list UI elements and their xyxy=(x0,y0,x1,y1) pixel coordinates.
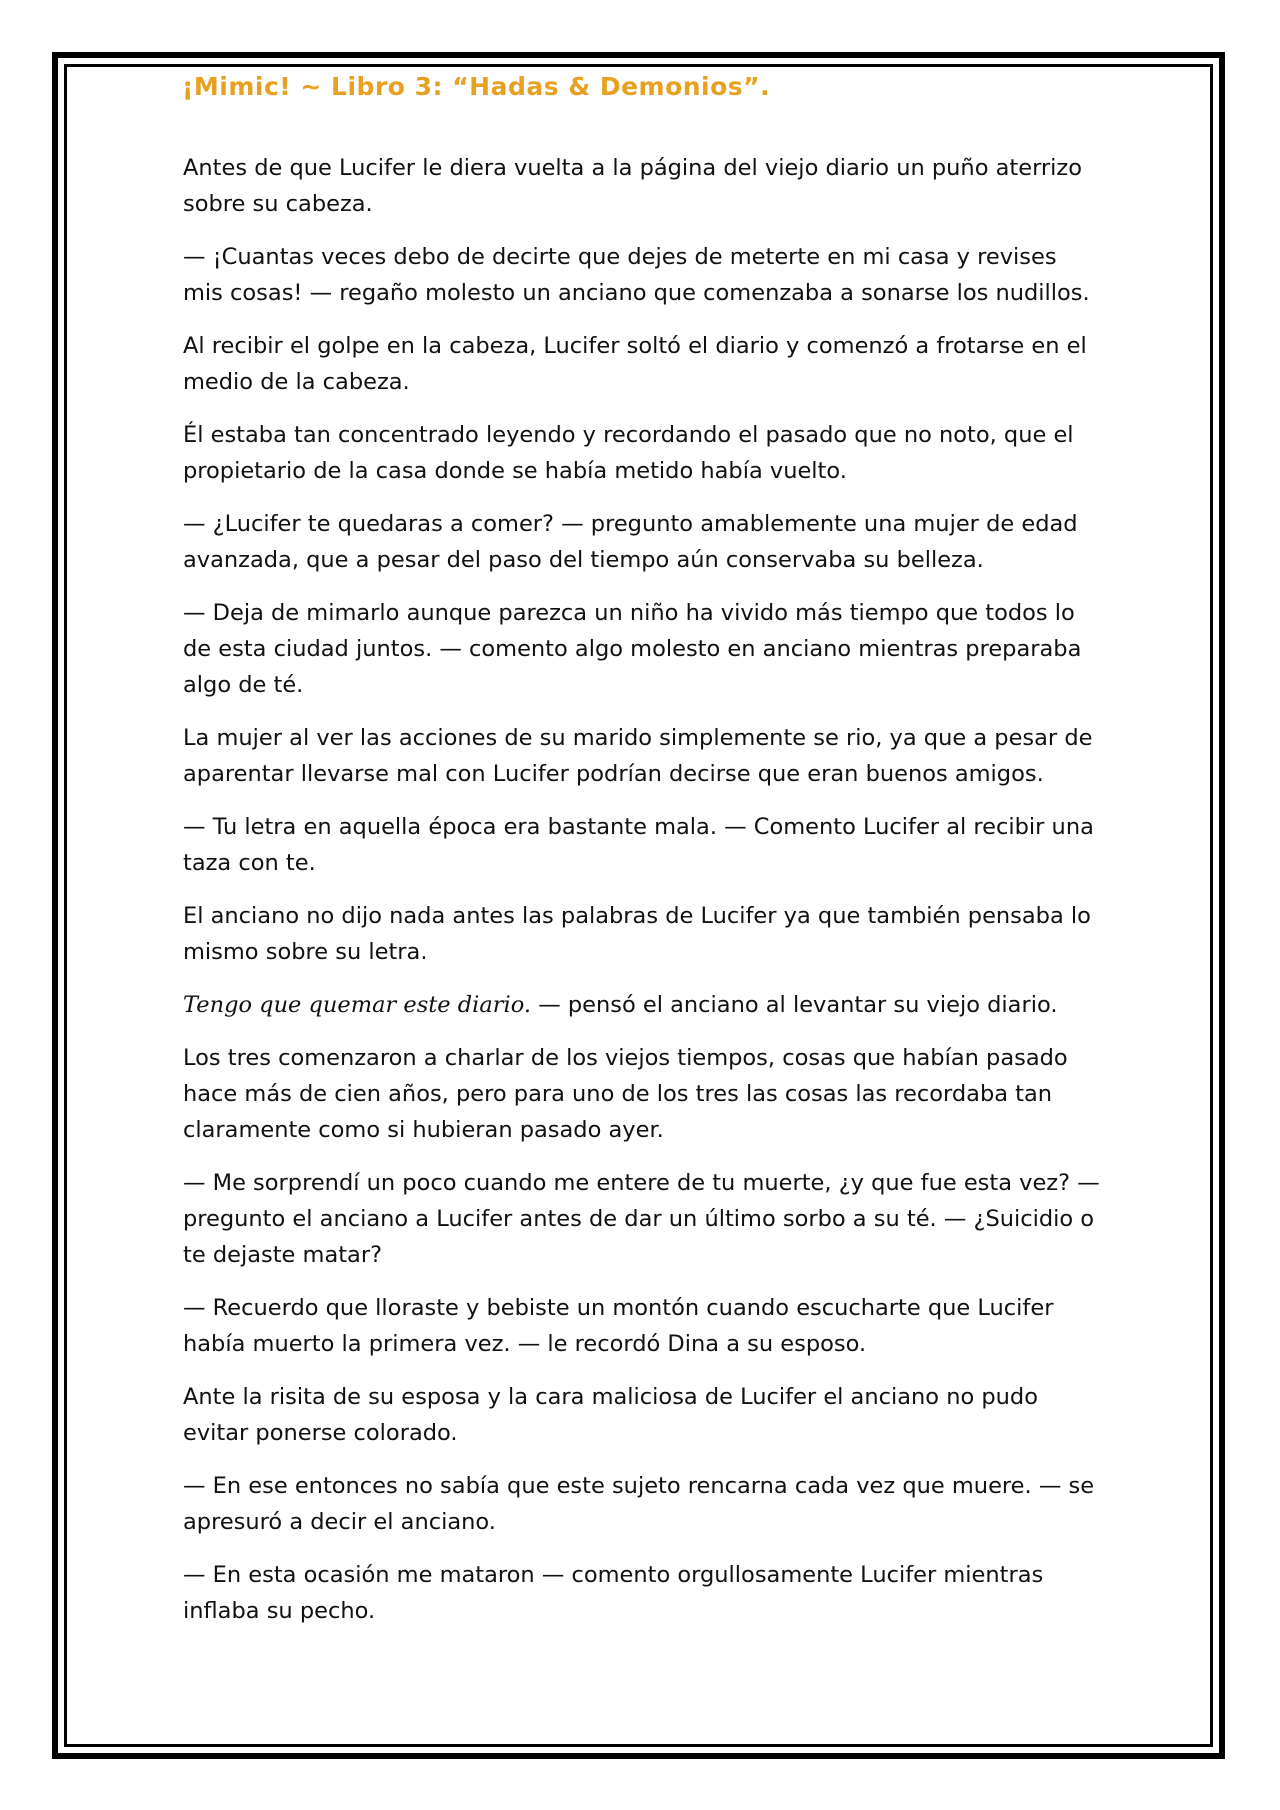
paragraph: Antes de que Lucifer le diera vuelta a la página del viejo diario un puño aterrizo sobre su cabeza. xyxy=(183,155,1083,217)
paragraph: El anciano no dijo nada antes las palabras de Lucifer ya que también pensaba lo mismo sobre su letra. xyxy=(183,903,1091,965)
paragraph: Al recibir el golpe en la cabeza, Lucifer soltó el diario y comenzó a frotarse en el medio de la cabeza. xyxy=(183,333,1087,395)
paragraph: — ¿Lucifer te quedaras a comer? — pregunto amablemente una mujer de edad avanzada, que a pesar del paso del tiempo aún conservaba su belleza. xyxy=(183,511,1078,573)
paragraph: La mujer al ver las acciones de su marido simplemente se rio, ya que a pesar de aparentar llevarse mal con Lucifer podrían decirse que eran buenos amigos. xyxy=(183,725,1093,787)
paragraph: — Me sorprendí un poco cuando me entere de tu muerte, ¿y que fue esta vez? — pregunto el anciano a Lucifer antes de dar un último sorbo a su té. — ¿Suicidio o te dejaste matar? xyxy=(183,1170,1100,1268)
thought-rest-text: — pensó el anciano al levantar su viejo diario. xyxy=(531,992,1058,1018)
paragraph: — En ese entonces no sabía que este sujeto rencarna cada vez que muere. — se apresuró a decir el anciano. xyxy=(183,1473,1095,1535)
paragraph: Los tres comenzaron a charlar de los viejos tiempos, cosas que habían pasado hace más de cien años, pero para uno de los tres las cosas las recordaba tan claramente como si hubieran pasado ayer. xyxy=(183,1045,1068,1143)
paragraph: — ¡Cuantas veces debo de decirte que dejes de meterte en mi casa y revises mis cosas! — regaño molesto un anciano que comenzaba a sonarse los nudillos. xyxy=(183,244,1090,306)
paragraph: — Deja de mimarlo aunque parezca un niño ha vivido más tiempo que todos lo de esta ciudad juntos. — comento algo molesto en anciano mientras preparaba algo de té. xyxy=(183,600,1082,698)
page-content xyxy=(183,150,1103,1646)
paragraph-thought xyxy=(183,987,1103,1023)
paragraph: — Tu letra en aquella época era bastante mala. — Comento Lucifer al recibir una taza con te. xyxy=(183,814,1094,876)
paragraph: — En esta ocasión me mataron — comento orgullosamente Lucifer mientras inflaba su pecho. xyxy=(183,1562,1044,1624)
paragraph: — Recuerdo que lloraste y bebiste un montón cuando escucharte que Lucifer había muerto la primera vez. — le recordó Dina a su esposo. xyxy=(183,1295,1054,1357)
book-header: ¡Mimic! ~ Libro 3: “Hadas & Demonios”. xyxy=(182,72,771,101)
thought-italic-text: Tengo que quemar este diario. xyxy=(183,992,532,1018)
paragraph: Ante la risita de su esposa y la cara maliciosa de Lucifer el anciano no pudo evitar ponerse colorado. xyxy=(183,1384,1038,1446)
paragraph: Él estaba tan concentrado leyendo y recordando el pasado que no noto, que el propietario de la casa donde se había metido había vuelto. xyxy=(183,422,1074,484)
